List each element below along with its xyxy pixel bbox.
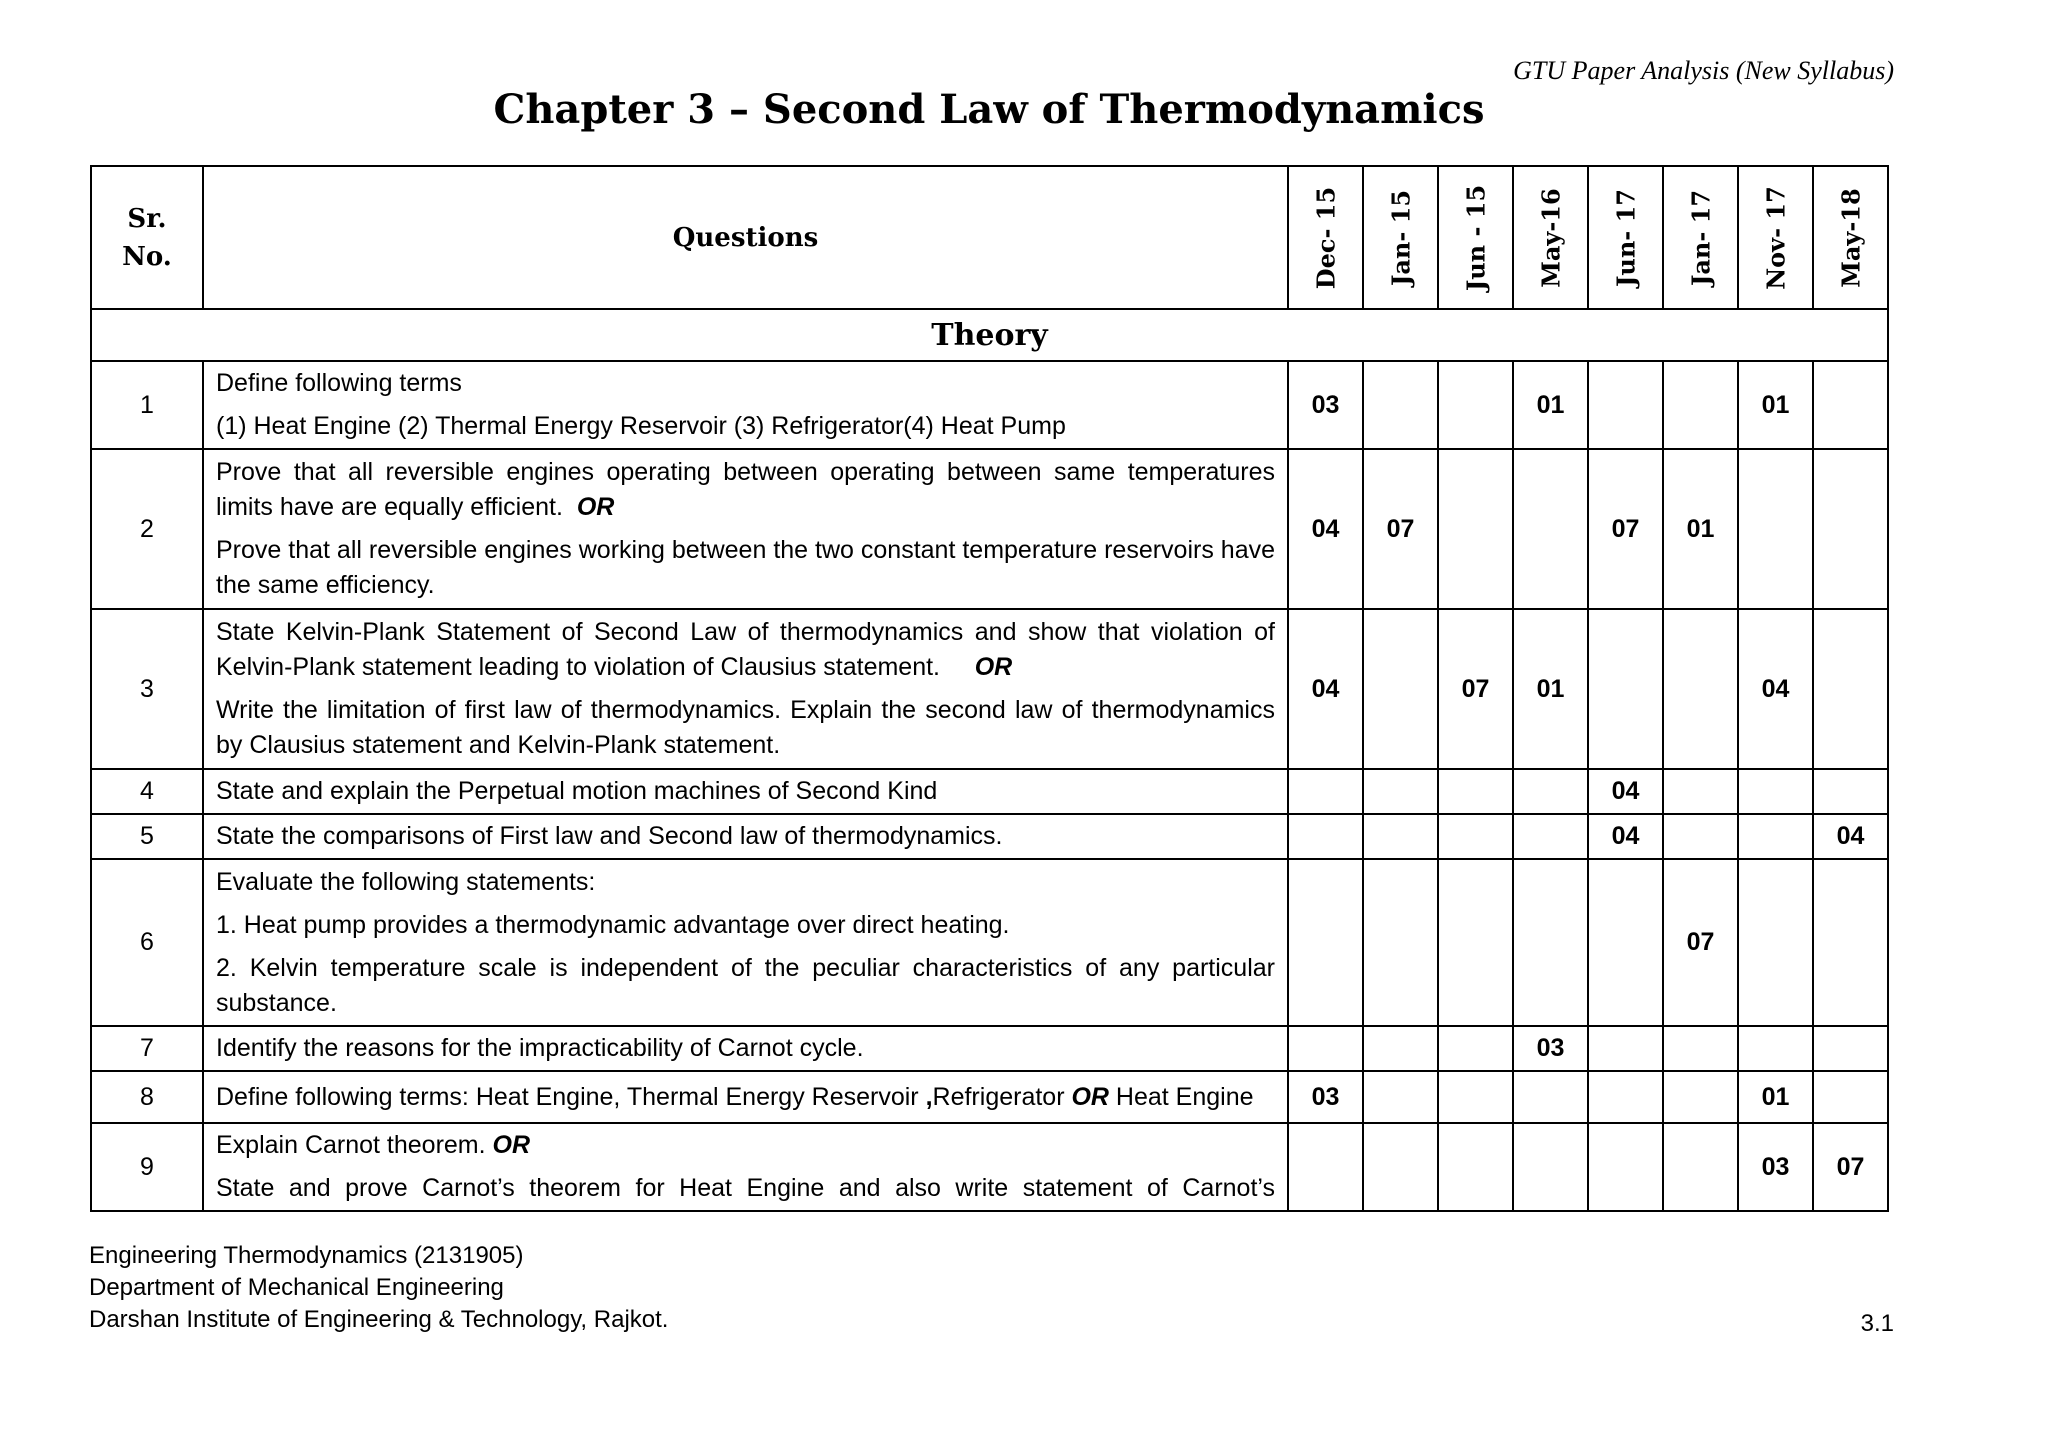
mark-cell: 03 (1288, 1071, 1363, 1123)
mark-cell (1288, 1026, 1363, 1071)
question-part (216, 455, 1275, 525)
mark-cell (1513, 859, 1588, 1026)
mark-cell: 01 (1663, 449, 1738, 609)
question-part: 2. Kelvin temperature scale is independent of the peculiar characteristics of any particular substance. (216, 953, 1275, 1017)
mark-cell (1738, 449, 1813, 609)
mark-cell: 07 (1363, 449, 1438, 609)
row-question (203, 859, 1288, 1026)
row-question (203, 814, 1288, 859)
row-sr-no: 1 (91, 361, 203, 449)
mark-cell (1438, 1026, 1513, 1071)
mark-cell (1363, 859, 1438, 1026)
mark-cell (1363, 609, 1438, 769)
question-comma: , (925, 1082, 933, 1111)
col-header-sr-no (91, 166, 203, 309)
mark-cell (1438, 814, 1513, 859)
question-part (216, 1080, 1275, 1115)
mark-cell (1663, 609, 1738, 769)
table-row (91, 1123, 1888, 1211)
mark-cell (1813, 361, 1888, 449)
mark-cell (1513, 449, 1588, 609)
col-header-label: Jun- 17 (1611, 188, 1640, 287)
mark-cell (1663, 1026, 1738, 1071)
col-header-label: May-18 (1836, 187, 1865, 288)
mark-cell (1288, 859, 1363, 1026)
mark-cell (1363, 1026, 1438, 1071)
table-row (91, 769, 1888, 814)
mark-cell (1438, 769, 1513, 814)
mark-cell (1588, 1123, 1663, 1211)
or-marker: OR (576, 493, 615, 521)
mark-cell (1438, 859, 1513, 1026)
col-header-may-18 (1813, 166, 1888, 309)
mark-cell (1813, 769, 1888, 814)
mark-cell: 04 (1738, 609, 1813, 769)
mark-cell (1738, 814, 1813, 859)
mark-cell (1738, 859, 1813, 1026)
mark-cell (1663, 1123, 1738, 1211)
row-sr-no: 7 (91, 1026, 203, 1071)
or-marker: OR (492, 1131, 531, 1159)
mark-cell: 04 (1813, 814, 1888, 859)
table-row (91, 859, 1888, 1026)
mark-cell: 01 (1738, 361, 1813, 449)
mark-cell: 04 (1288, 449, 1363, 609)
question-part: Write the limitation of first law of thermodynamics. Explain the second law of thermodynamics by Clausius statement and Kelvin-Plank statement. (216, 696, 1275, 759)
footer-department: Department of Mechanical Engineering (89, 1274, 504, 1301)
row-sr-no: 2 (91, 449, 203, 609)
question-part: (1) Heat Engine (2) Thermal Energy Reservoir (3) Refrigerator(4) Heat Pump (216, 412, 1066, 440)
mark-cell: 07 (1438, 609, 1513, 769)
mark-cell: 03 (1513, 1026, 1588, 1071)
question-part: State the comparisons of First law and Second law of thermodynamics. (216, 822, 1003, 850)
mark-cell (1288, 1123, 1363, 1211)
question-text: Prove that all reversible engines operating between operating between same temperatures limits have are equally efficient. (216, 458, 1275, 521)
col-header-jun-17 (1588, 166, 1663, 309)
mark-cell: 07 (1663, 859, 1738, 1026)
question-text: Refrigerator (932, 1082, 1072, 1111)
question-text: Explain Carnot theorem. (216, 1131, 486, 1159)
mark-cell: 03 (1288, 361, 1363, 449)
col-header-label: Nov- 17 (1761, 185, 1790, 290)
question-part: State and prove Carnot’s theorem for Heat Engine and also write statement of Carnot’s (216, 1174, 1275, 1202)
question-part: State and explain the Perpetual motion machines of Second Kind (216, 777, 938, 805)
mark-cell: 04 (1588, 814, 1663, 859)
col-header-label: Dec- 15 (1311, 186, 1340, 289)
mark-cell: 07 (1588, 449, 1663, 609)
table-row (91, 449, 1888, 609)
mark-cell: 07 (1813, 1123, 1888, 1211)
mark-cell (1588, 609, 1663, 769)
header-right-note: GTU Paper Analysis (New Syllabus) (1513, 56, 1894, 85)
footer-institute: Darshan Institute of Engineering & Technology, Rajkot. (89, 1306, 669, 1333)
mark-cell: 01 (1738, 1071, 1813, 1123)
col-header-sr-line2: No. (122, 241, 172, 272)
question-text: Define following terms: Heat Engine, Thermal Energy Reservoir (216, 1082, 926, 1111)
question-part (216, 1128, 1275, 1163)
col-header-jan-17 (1663, 166, 1738, 309)
mark-cell (1588, 1071, 1663, 1123)
row-question (203, 1123, 1288, 1211)
mark-cell (1513, 769, 1588, 814)
or-marker: OR (974, 653, 1013, 681)
row-question (203, 1071, 1288, 1123)
mark-cell (1588, 1026, 1663, 1071)
row-sr-no: 3 (91, 609, 203, 769)
section-label-theory: Theory (91, 309, 1888, 361)
row-sr-no: 6 (91, 859, 203, 1026)
page-number: 3.1 (1860, 1310, 1894, 1337)
row-sr-no: 5 (91, 814, 203, 859)
row-sr-no: 8 (91, 1071, 203, 1123)
mark-cell (1438, 361, 1513, 449)
mark-cell: 04 (1288, 609, 1363, 769)
col-header-jun-15 (1438, 166, 1513, 309)
col-header-nov-17 (1738, 166, 1813, 309)
mark-cell (1738, 769, 1813, 814)
table-row (91, 814, 1888, 859)
mark-cell (1438, 1123, 1513, 1211)
mark-cell (1288, 769, 1363, 814)
mark-cell (1738, 1026, 1813, 1071)
row-sr-no: 9 (91, 1123, 203, 1211)
mark-cell: 01 (1513, 361, 1588, 449)
mark-cell (1813, 609, 1888, 769)
mark-cell (1513, 814, 1588, 859)
or-marker: OR (1071, 1082, 1109, 1111)
table-row (91, 609, 1888, 769)
question-part (216, 615, 1275, 685)
col-header-label: Jan- 15 (1386, 189, 1415, 286)
page-footer (89, 1240, 668, 1336)
col-header-questions: Questions (203, 166, 1288, 309)
mark-cell (1363, 1071, 1438, 1123)
row-question (203, 1026, 1288, 1071)
question-part: Identify the reasons for the impracticability of Carnot cycle. (216, 1034, 864, 1062)
mark-cell (1663, 769, 1738, 814)
mark-cell: 03 (1738, 1123, 1813, 1211)
mark-cell (1363, 769, 1438, 814)
mark-cell (1588, 361, 1663, 449)
questions-table (90, 165, 1889, 1212)
row-question (203, 449, 1288, 609)
table-header-row (91, 166, 1888, 309)
question-text: Heat Engine (1108, 1082, 1254, 1111)
row-question (203, 361, 1288, 449)
mark-cell (1813, 449, 1888, 609)
mark-cell (1363, 814, 1438, 859)
table-row (91, 1071, 1888, 1123)
mark-cell (1663, 1071, 1738, 1123)
mark-cell (1813, 1071, 1888, 1123)
mark-cell (1813, 1026, 1888, 1071)
col-header-jan-15 (1363, 166, 1438, 309)
mark-cell (1363, 1123, 1438, 1211)
question-text: State Kelvin-Plank Statement of Second Law of thermodynamics and show that violation of Kelvin-Plank statement leading to violation of Clausius statement. (216, 618, 1275, 681)
mark-cell (1438, 449, 1513, 609)
col-header-label: Jan- 17 (1686, 189, 1715, 286)
page-title: Chapter 3 – Second Law of Thermodynamics (493, 86, 1485, 133)
col-header-may-16 (1513, 166, 1588, 309)
col-header-label: May-16 (1536, 187, 1565, 288)
mark-cell: 04 (1588, 769, 1663, 814)
mark-cell: 01 (1513, 609, 1588, 769)
row-question (203, 769, 1288, 814)
mark-cell (1813, 859, 1888, 1026)
table-row (91, 361, 1888, 449)
footer-course: Engineering Thermodynamics (2131905) (89, 1242, 524, 1269)
row-question (203, 609, 1288, 769)
mark-cell (1588, 859, 1663, 1026)
mark-cell (1663, 814, 1738, 859)
question-part: Prove that all reversible engines working between the two constant temperature reservoirs have the same efficiency. (216, 536, 1275, 599)
mark-cell (1363, 361, 1438, 449)
col-header-label: Jun - 15 (1461, 184, 1490, 291)
mark-cell (1513, 1123, 1588, 1211)
col-header-dec-15 (1288, 166, 1363, 309)
table-row (91, 1026, 1888, 1071)
row-sr-no: 4 (91, 769, 203, 814)
mark-cell (1663, 361, 1738, 449)
question-part: Define following terms (216, 369, 462, 397)
question-part: Evaluate the following statements: (216, 867, 596, 896)
mark-cell (1513, 1071, 1588, 1123)
mark-cell (1288, 814, 1363, 859)
question-part: 1. Heat pump provides a thermodynamic advantage over direct heating. (216, 910, 1010, 939)
section-row-theory (91, 309, 1888, 361)
mark-cell (1438, 1071, 1513, 1123)
col-header-sr-line1: Sr. (127, 203, 167, 234)
